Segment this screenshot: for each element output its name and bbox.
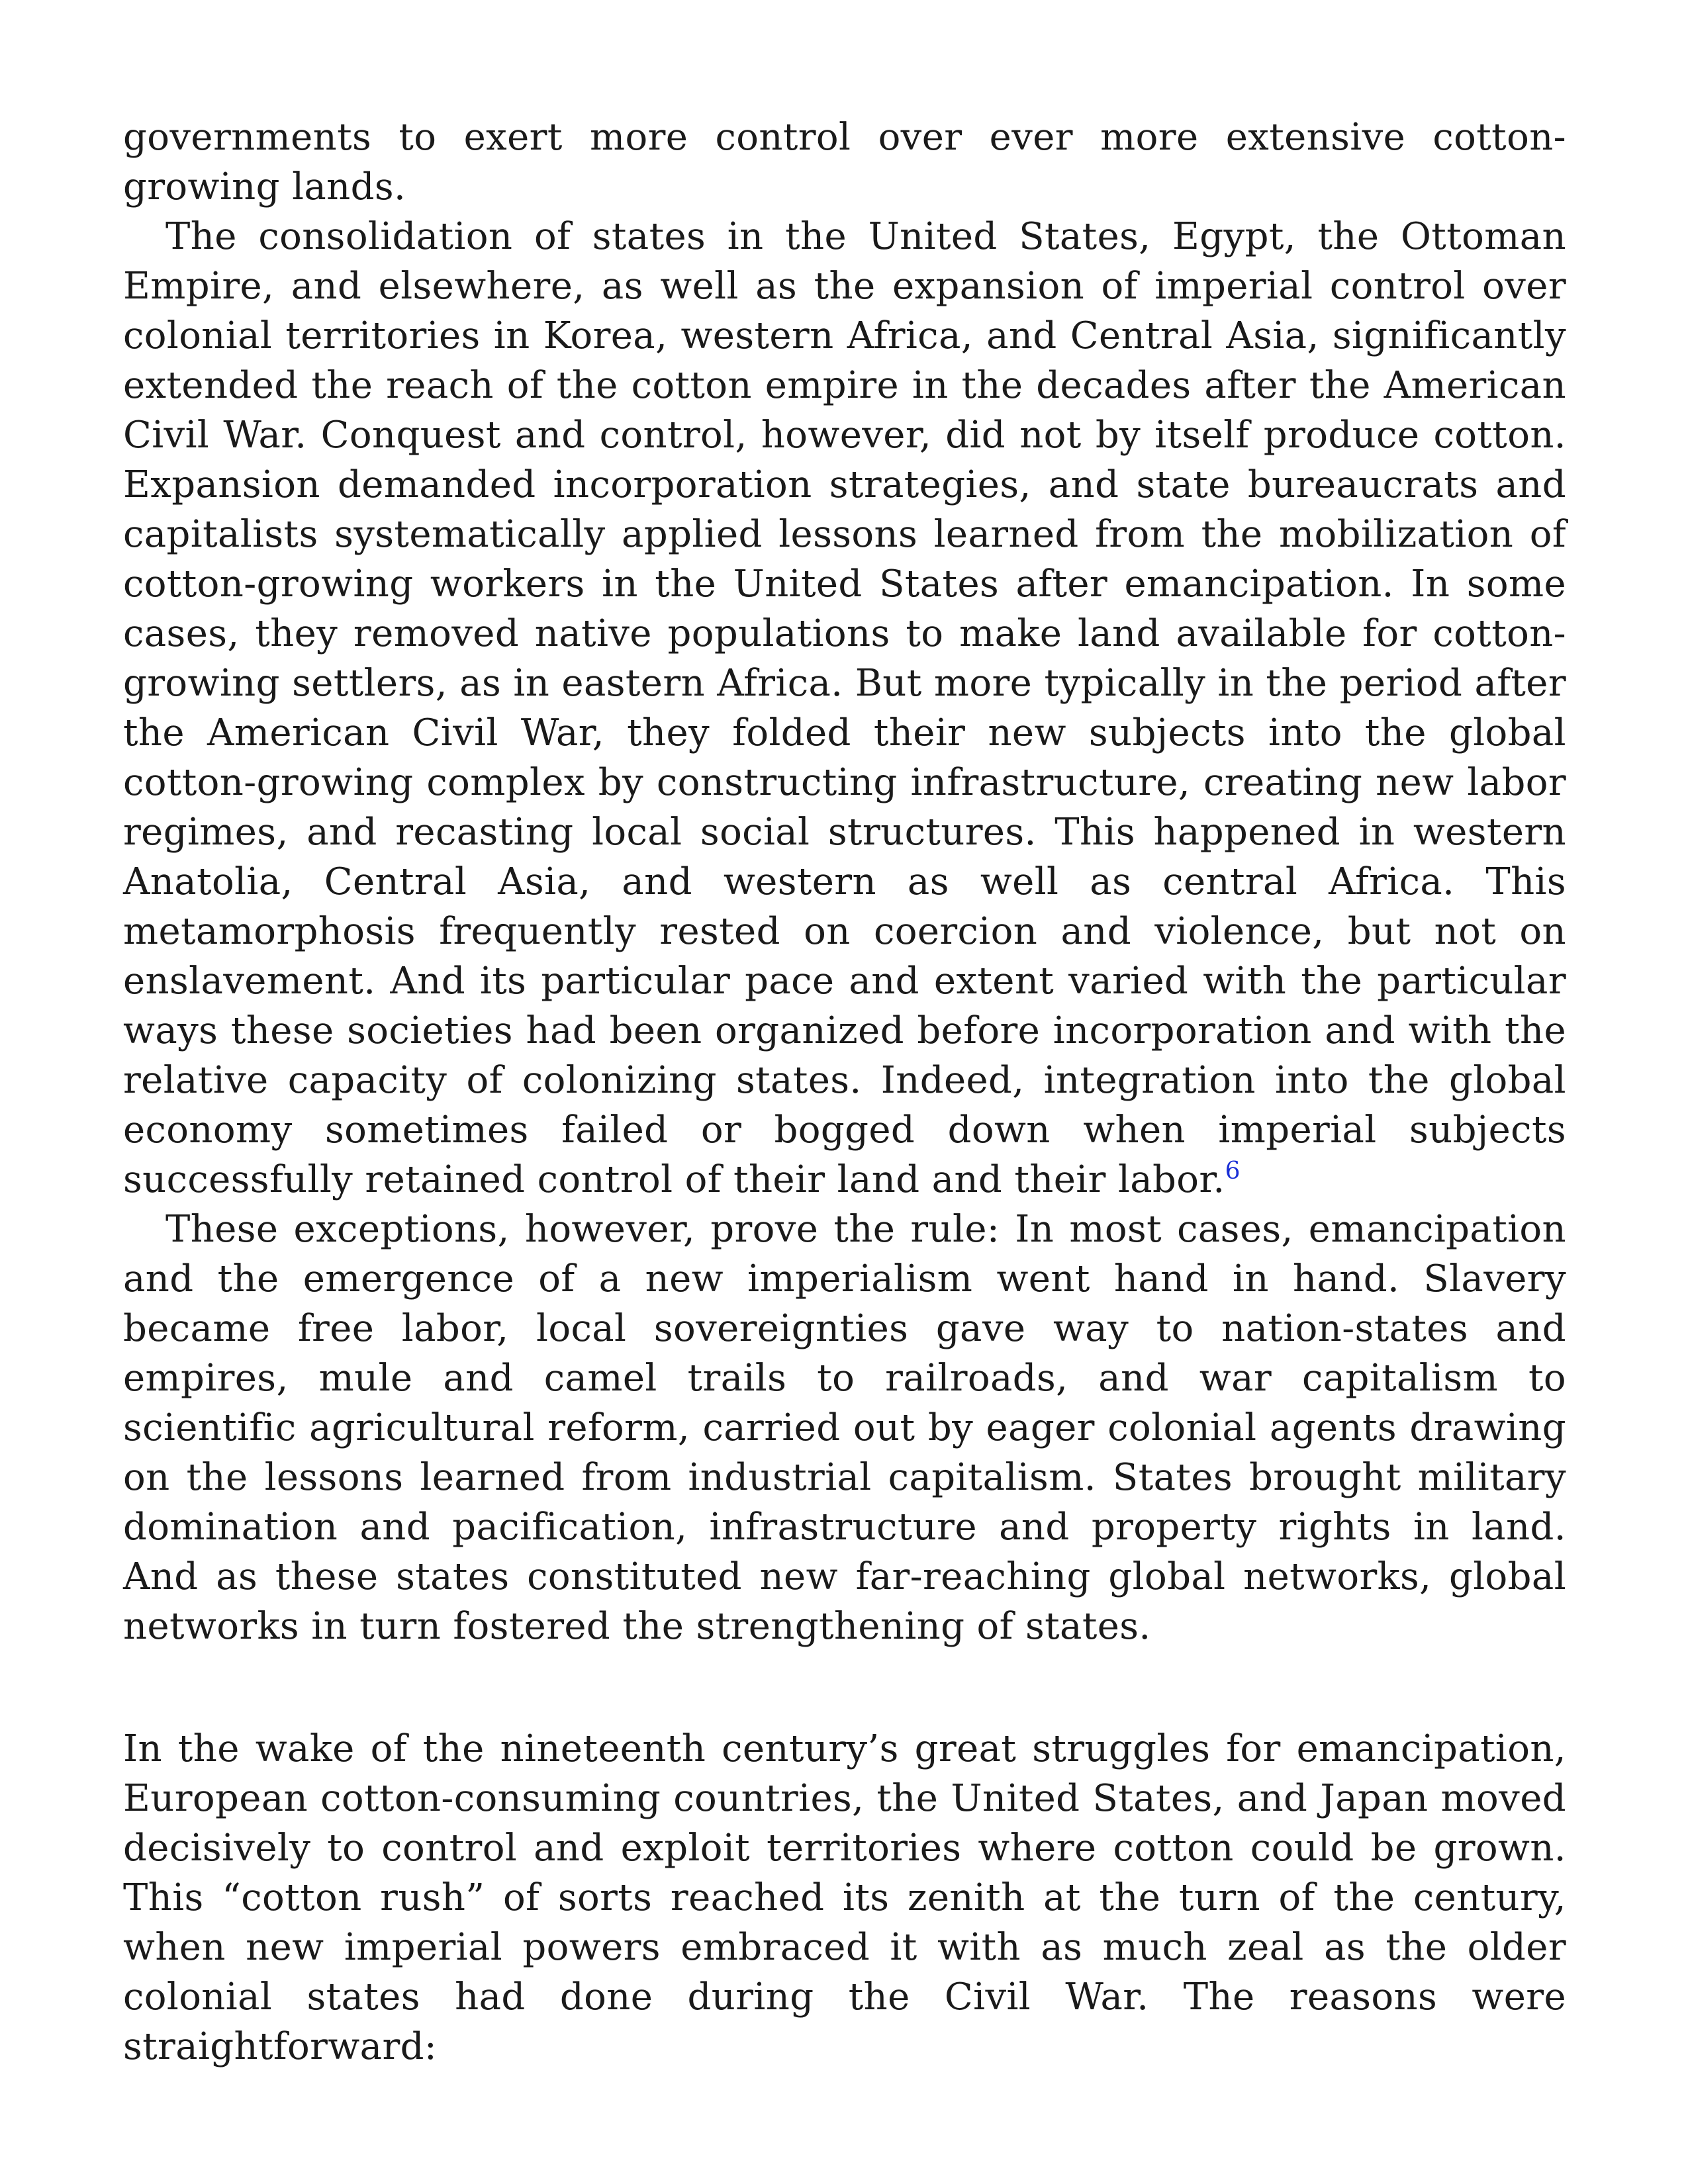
footnote-reference-6[interactable]: 6 xyxy=(1225,1158,1241,1185)
document-page xyxy=(123,113,1566,2071)
section-break xyxy=(123,1651,1566,1724)
paragraph-cotton-rush: In the wake of the nineteenth century’s great struggles for emancipation, European cotton-consuming countries, the United States, and Japan moved decisively to control and exploit territories where cotton could be grown. This “cotton rush” of sorts reached its zenith at the turn of the century, when new imperial powers embraced it with as much zeal as the older colonial states had done during the Civil War. The reasons were straightforward: xyxy=(123,1727,1566,2068)
paragraph-continuation: governments to exert more control over ever more extensive cotton-growing lands. xyxy=(123,116,1566,208)
paragraph-consolidation xyxy=(123,212,1566,1205)
paragraph-exceptions: These exceptions, however, prove the rule: In most cases, emancipation and the emergence of a new imperialism went hand in hand. Slavery became free labor, local sovereignties gave way to nation-states and empires, mule and camel trails to railroads, and war capitalism to scientific agricultural reform, carried out by eager colonial agents drawing on the lessons learned from industrial capitalism. States brought military domination and pacification, infrastructure and property rights in land. And as these states constituted new far-reaching global networks, global networks in turn fostered the strengthening of states. xyxy=(123,1208,1566,1648)
paragraph-consolidation-text: The consolidation of states in the United States, Egypt, the Ottoman Empire, and elsewhere, as well as the expansion of imperial control over colonial territories in Korea, western Africa, and Central Asia, significantly extended the reach of the cotton empire in the decades after the American Civil War. Conquest and control, however, did not by itself produce cotton. Expansion demanded incorporation strategies, and state bureaucrats and capitalists systematically applied lessons learned from the mobilization of cotton-growing workers in the United States after emancipation. In some cases, they removed native populations to make land available for cotton-growing settlers, as in eastern Africa. But more typically in the period after the American Civil War, they folded their new subjects into the global cotton-growing complex by constructing infrastructure, creating new labor regimes, and recasting local social structures. This happened in western Anatolia, Central Asia, and western as well as central Africa. This metamorphosis frequently rested on coercion and violence, but not on enslavement. And its particular pace and extent varied with the particular ways these societies had been organized before incorporation and with the relative capacity of colonizing states. Indeed, integration into the global economy sometimes failed or bogged down when imperial subjects successfully retained control of their land and their labor. xyxy=(123,215,1566,1201)
